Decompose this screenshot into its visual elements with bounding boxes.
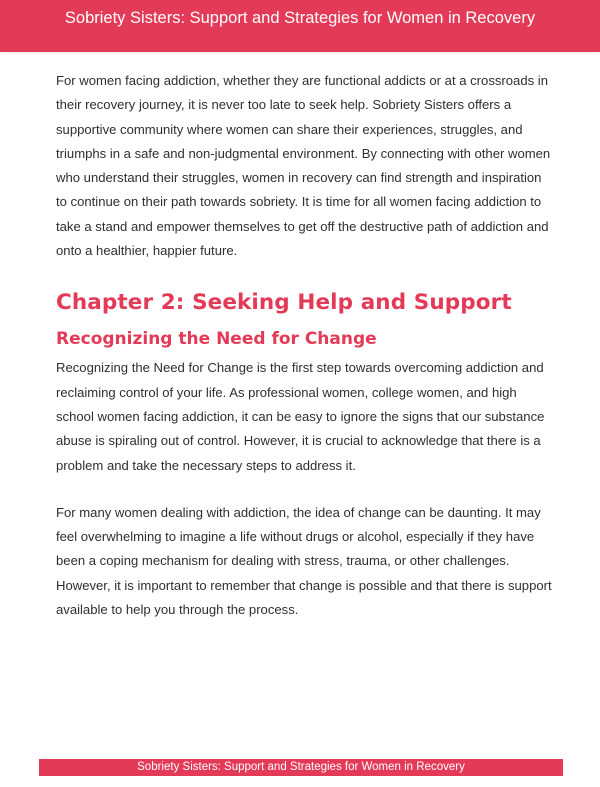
page-footer	[39, 759, 563, 776]
intro-paragraph: For women facing addiction, whether they are functional addicts or at a crossroads in their recovery journey, it is never too late to seek help. Sobriety Sisters offers a supportive community where women can share their experiences, struggles, and triumphs in a safe and non-judgmental environment. By connecting with other women who understand their struggles, women in recovery can find strength and inspiration to continue on their path towards sobriety. It is time for all women facing addiction to take a stand and empower themselves to get off the destructive path of addiction and onto a healthier, happier future.	[56, 73, 551, 259]
page-header	[0, 0, 600, 52]
section-paragraph-2: For many women dealing with addiction, the idea of change can be daunting. It may feel overwhelming to imagine a life without drugs or alcohol, especially if they have been a coping mechanism for dealing with stress, trauma, or other challenges. However, it is important to remember that change is possible and that there is support available to help you through the process.	[56, 504, 552, 618]
chapter-title: Chapter 2: Seeking Help and Support	[56, 290, 512, 316]
section-paragraph-1: Recognizing the Need for Change is the first step towards overcoming addiction and reclaiming control of your life. As professional women, college women, and high school women facing addiction, it can be easy to ignore the signs that our substance abuse is spiraling out of control. However, it is crucial to acknowledge that there is a problem and take the necessary steps to address it.	[56, 360, 545, 473]
header-title: Sobriety Sisters: Support and Strategies for Women in Recovery	[64, 9, 536, 27]
page-content	[56, 69, 556, 622]
section-title: Recognizing the Need for Change	[56, 329, 377, 350]
footer-title: Sobriety Sisters: Support and Strategies for Women in Recovery	[137, 761, 465, 773]
